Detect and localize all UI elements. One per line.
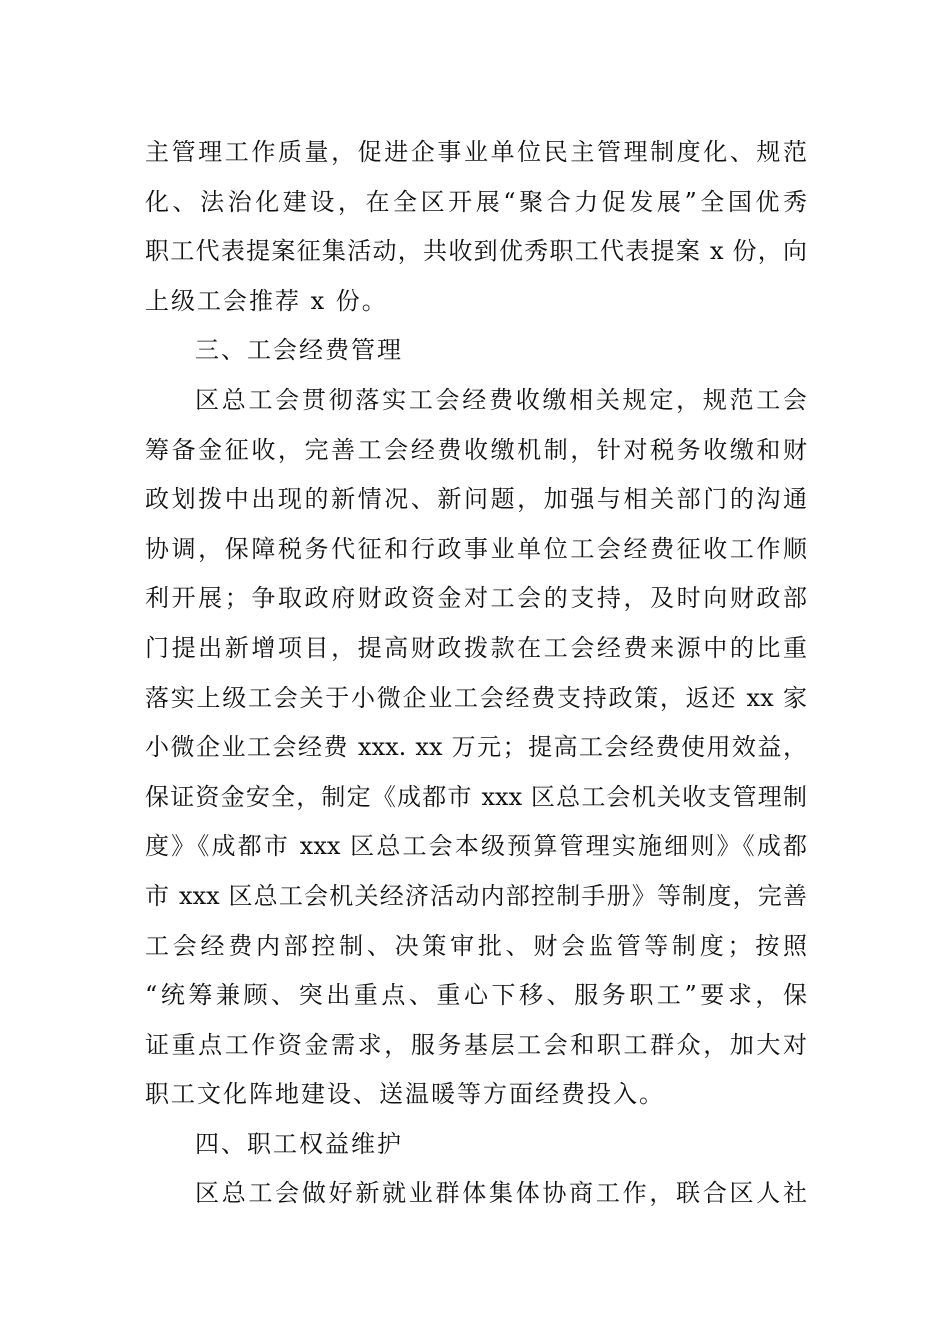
text-line: “统筹兼顾、突出重点、重心下移、服务职工”要求，保 bbox=[145, 981, 807, 1010]
text-line: 区总工会贯彻落实工会经费收缴相关规定，规范工会 bbox=[195, 385, 807, 414]
text-line: 筹备金征收，完善工会经费收缴机制，针对税务收缴和财 bbox=[145, 435, 807, 464]
document-body bbox=[145, 128, 807, 1219]
text-line: 化、法治化建设，在全区开展“聚合力促发展”全国优秀 bbox=[145, 187, 807, 216]
text-line: 小微企业工会经费 xxx. xx 万元；提高工会经费使用效益， bbox=[145, 733, 807, 762]
text-line: 职工代表提案征集活动，共收到优秀职工代表提案 x 份，向 bbox=[145, 237, 807, 266]
text-line: 证重点工作资金需求，服务基层工会和职工群众，加大对 bbox=[145, 1030, 807, 1059]
text-line: 职工文化阵地建设、送温暖等方面经费投入。 bbox=[145, 1080, 665, 1109]
text-line: 协调，保障税务代征和行政事业单位工会经费征收工作顺 bbox=[145, 534, 807, 563]
section-heading: 四、职工权益维护 bbox=[195, 1129, 403, 1158]
text-line: 落实上级工会关于小微企业工会经费支持政策，返还 xx 家 bbox=[145, 683, 807, 712]
text-line: 工会经费内部控制、决策审批、财会监管等制度；按照 bbox=[145, 931, 807, 960]
text-line: 主管理工作质量，促进企事业单位民主管理制度化、规范 bbox=[145, 138, 807, 166]
text-line: 上级工会推荐 x 份。 bbox=[145, 286, 388, 315]
section-heading: 三、工会经费管理 bbox=[195, 336, 403, 365]
text-line: 度》《成都市 xxx 区总工会本级预算管理实施细则》《成都 bbox=[145, 832, 807, 861]
text-line: 保证资金安全，制定《成都市 xxx 区总工会机关收支管理制 bbox=[145, 782, 807, 811]
text-line: 利开展；争取政府财政资金对工会的支持，及时向财政部 bbox=[145, 584, 807, 613]
text-line: 门提出新增项目，提高财政拨款在工会经费来源中的比重 bbox=[145, 633, 807, 662]
text-line: 区总工会做好新就业群体集体协商工作，联合区人社 bbox=[195, 1179, 807, 1208]
text-line: 市 xxx 区总工会机关经济活动内部控制手册》等制度，完善 bbox=[145, 881, 807, 910]
text-line: 政划拨中出现的新情况、新问题，加强与相关部门的沟通 bbox=[145, 485, 807, 514]
